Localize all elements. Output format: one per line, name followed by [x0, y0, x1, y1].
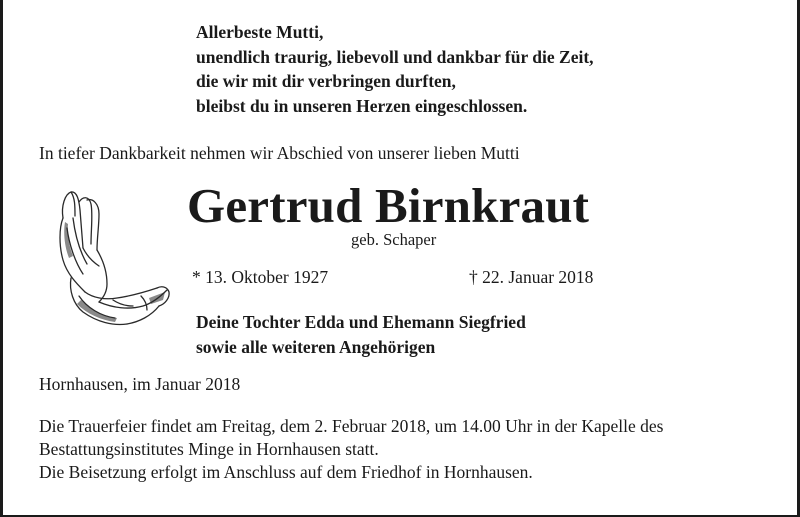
- poem-line: die wir mit dir verbringen durften,: [196, 71, 456, 91]
- poem-line: Allerbeste Mutti,: [196, 22, 324, 42]
- funeral-info-line: Bestattungsinstitutes Minge in Hornhausen statt.: [39, 439, 379, 459]
- poem: [196, 20, 594, 118]
- funeral-info-line: Die Beisetzung erfolgt im Anschluss auf dem Friedhof in Hornhausen.: [39, 462, 533, 482]
- intro-text: In tiefer Dankbarkeit nehmen wir Abschied von unserer lieben Mutti: [39, 143, 520, 163]
- deceased-name: Gertrud Birnkraut: [187, 178, 590, 233]
- funeral-info: [39, 415, 664, 484]
- death-date: † 22. Januar 2018: [469, 267, 594, 287]
- poem-line: bleibst du in unseren Herzen eingeschlossen.: [196, 95, 528, 116]
- mourners-line: Deine Tochter Edda und Ehemann Siegfried: [196, 312, 526, 332]
- maiden-name: geb. Schaper: [351, 230, 437, 249]
- place-date: Hornhausen, im Januar 2018: [39, 374, 241, 394]
- mourners-line: sowie alle weiteren Angehörigen: [196, 337, 436, 357]
- funeral-info-line: Die Trauerfeier findet am Freitag, dem 2. Februar 2018, um 14.00 Uhr in der Kapelle des: [39, 416, 664, 436]
- poem-line: unendlich traurig, liebevoll und dankbar für die Zeit,: [196, 46, 594, 67]
- praying-hands-icon: [53, 188, 173, 336]
- mourners: [196, 310, 526, 360]
- birth-date: * 13. Oktober 1927: [192, 267, 329, 287]
